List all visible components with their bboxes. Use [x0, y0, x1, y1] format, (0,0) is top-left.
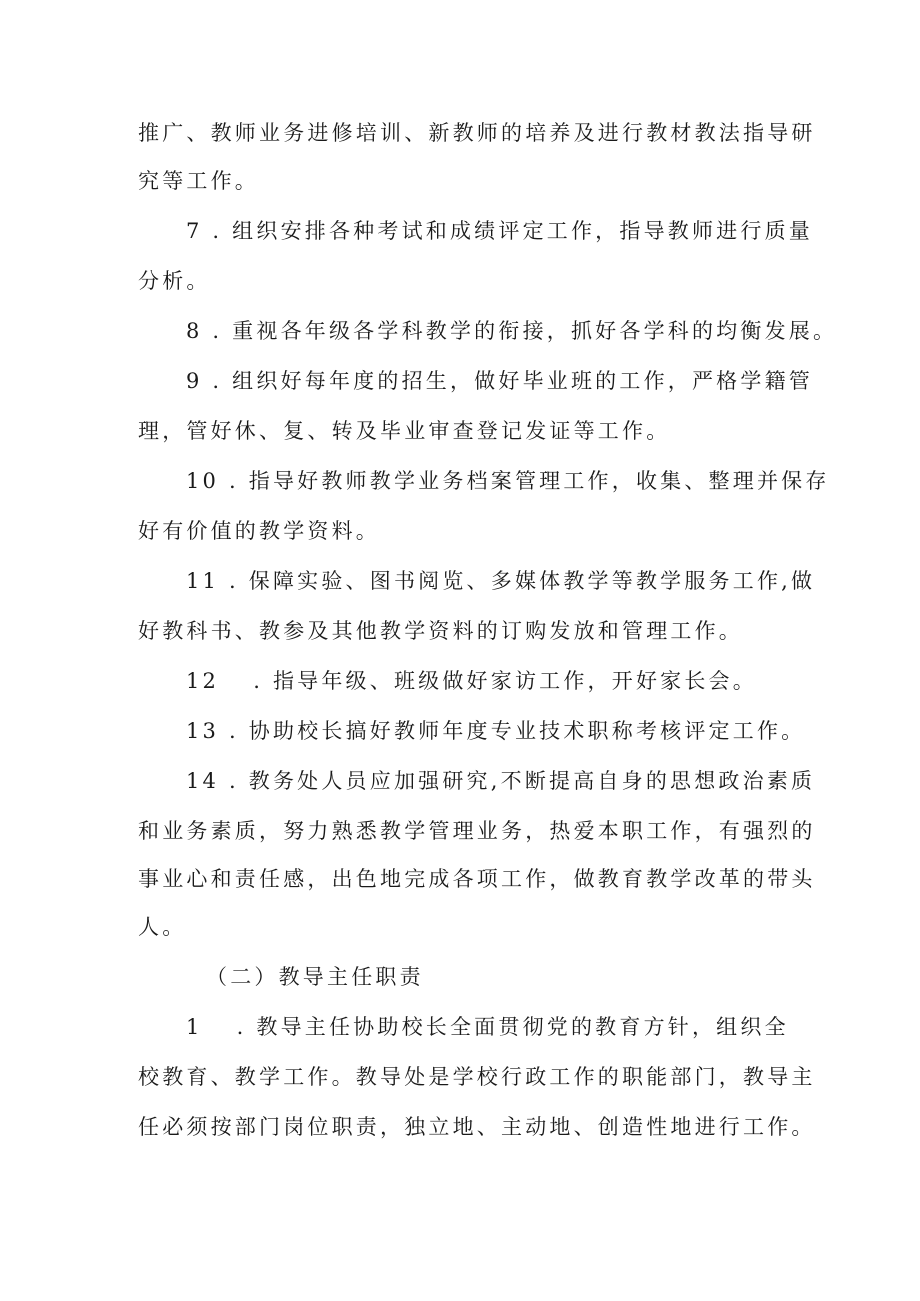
text-line: 和业务素质，努力熟悉教学管理业务，热爱本职工作，有强烈的 [138, 819, 816, 843]
text-line: 分析。 [138, 269, 211, 293]
list-item-7: 7 . 组织安排各种考试和成绩评定工作，指导教师进行质量 [186, 219, 813, 243]
list-item-14: 14 . 教务处人员应加强研究,不断提高自身的思想政治素质 [186, 769, 816, 793]
text-line: 推广、教师业务进修培训、新教师的培养及进行教材教法指导研 [138, 121, 816, 145]
list-item-11: 11 . 保障实验、图书阅览、多媒体教学等教学服务工作,做 [186, 569, 816, 593]
text-line: 人。 [138, 915, 187, 939]
list-item-13: 13 . 协助校长搞好教师年度专业技术职称考核评定工作。 [186, 719, 806, 743]
text-line: 理，管好休、复、转及毕业审查登记发证等工作。 [138, 419, 671, 443]
list-item-10: 10 . 指导好教师教学业务档案管理工作，收集、整理并保存 [186, 469, 830, 493]
list-item-8: 8 . 重视各年级各学科教学的衔接，抓好各学科的均衡发展。 [186, 319, 838, 343]
list-item-12: 12 . 指导年级、班级做好家访工作，开好家长会。 [186, 669, 757, 693]
text-line: 好有价值的教学资料。 [138, 519, 380, 543]
text-line: 事业心和责任感，出色地完成各项工作，做教育教学改革的带头 [138, 867, 816, 891]
list-item-1: 1 . 教导主任协助校长全面贯彻党的教育方针，组织全 [186, 1015, 789, 1039]
text-line: 校教育、教学工作。教导处是学校行政工作的职能部门，教导主 [138, 1065, 816, 1089]
text-line: 究等工作。 [138, 169, 259, 193]
text-line: 好教科书、教参及其他教学资料的订购发放和管理工作。 [138, 619, 743, 643]
text-line: 任必须按部门岗位职责，独立地、主动地、创造性地进行工作。 [138, 1115, 816, 1139]
list-item-9: 9 . 组织好每年度的招生，做好毕业班的工作，严格学籍管 [186, 369, 813, 393]
section-heading: （二）教导主任职责 [206, 965, 424, 989]
